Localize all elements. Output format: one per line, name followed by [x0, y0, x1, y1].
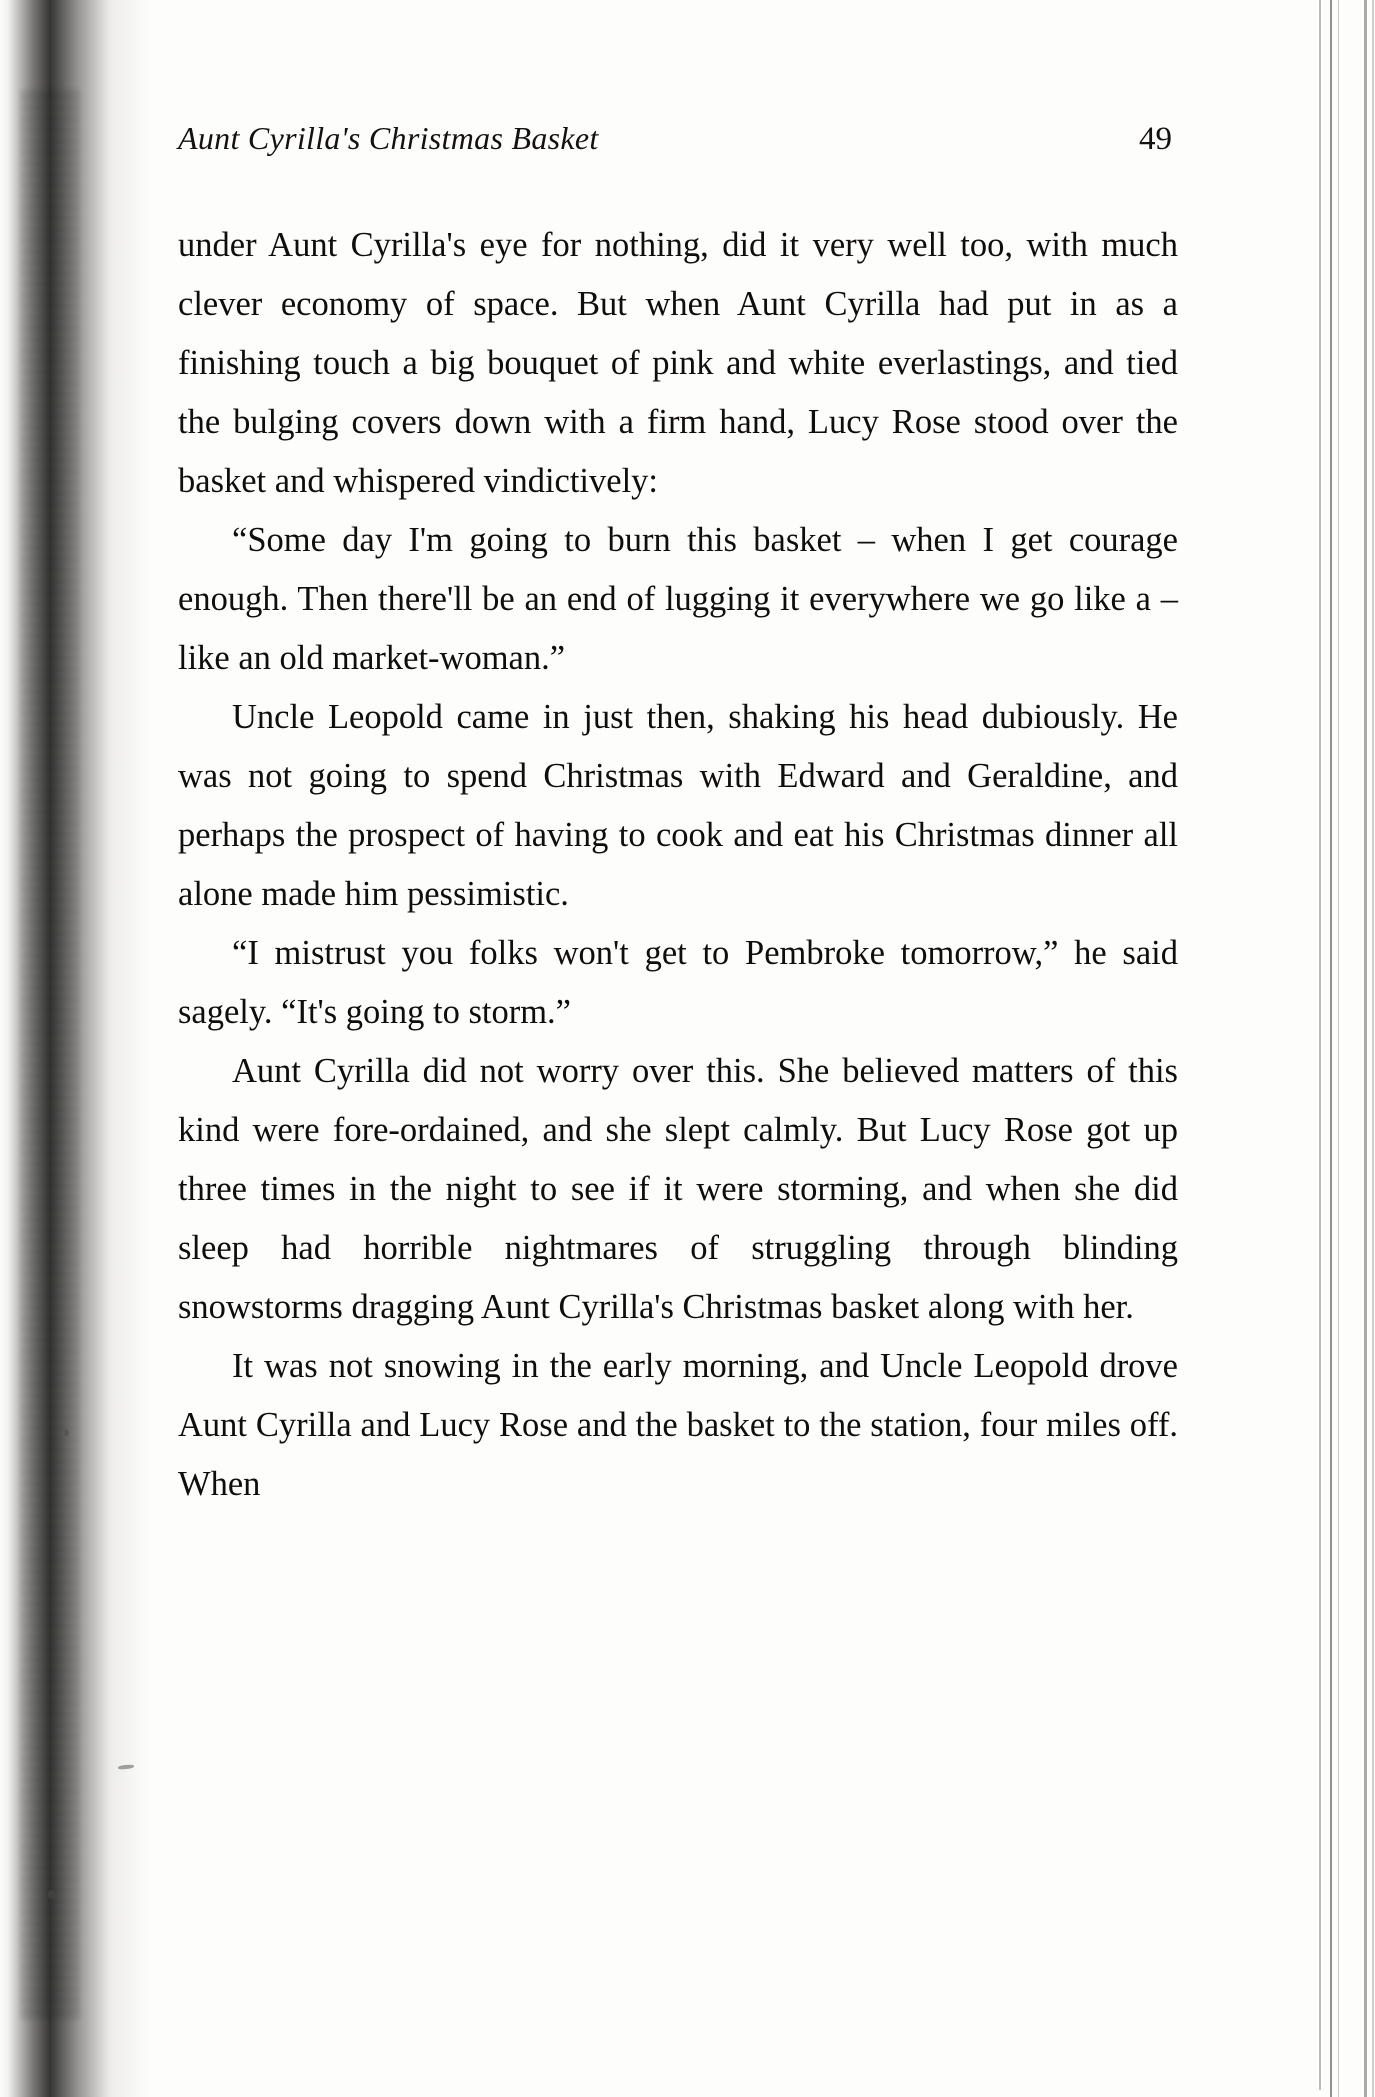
scan-speck — [48, 1890, 55, 1899]
page-content — [178, 120, 1188, 1514]
page-edge-lines — [1305, 0, 1375, 2097]
running-head-title: Aunt Cyrilla's Christmas Basket — [178, 120, 599, 156]
scan-speck — [64, 1430, 69, 1436]
paragraph: Uncle Leopold came in just then, shaking his head dubiously. He was not going to spend Christmas with Edward and Geraldine, and perhaps the prospect of having to cook and eat his Christmas dinner all alone made him pessimistic. — [178, 698, 1178, 913]
paragraph: “Some day I'm going to burn this basket – when I get courage enough. Then there'll be an end of lugging it everywhere we go like a – like an old market-woman.” — [178, 521, 1178, 677]
paragraph: “I mistrust you folks won't get to Pembroke tomorrow,” he said sagely. “It's going to storm.” — [178, 934, 1178, 1031]
paragraph: It was not snowing in the early morning, and Uncle Leopold drove Aunt Cyrilla and Lucy Rose and the basket to the station, four miles off. When — [178, 1347, 1178, 1503]
paragraph: under Aunt Cyrilla's eye for nothing, did it very well too, with much clever economy of space. But when Aunt Cyrilla had put in as a finishing touch a big bouquet of pink and white everlastings, and tied the bulging covers down with a firm hand, Lucy Rose stood over the basket and whispered vindictively: — [178, 226, 1178, 500]
running-head — [178, 120, 1178, 158]
paragraph: Aunt Cyrilla did not worry over this. She believed matters of this kind were fore-ordained, and she slept calmly. But Lucy Rose got up three times in the night to see if it were storming, and when she did sleep had horrible nightmares of struggling through blinding snowstorms dragging Aunt Cyrilla's Christmas basket along with her. — [178, 1052, 1178, 1326]
page-number: 49 — [1139, 121, 1172, 157]
scan-speck — [118, 1764, 134, 1770]
page-gutter-shadow — [0, 0, 150, 2097]
body-text — [178, 216, 1178, 1514]
